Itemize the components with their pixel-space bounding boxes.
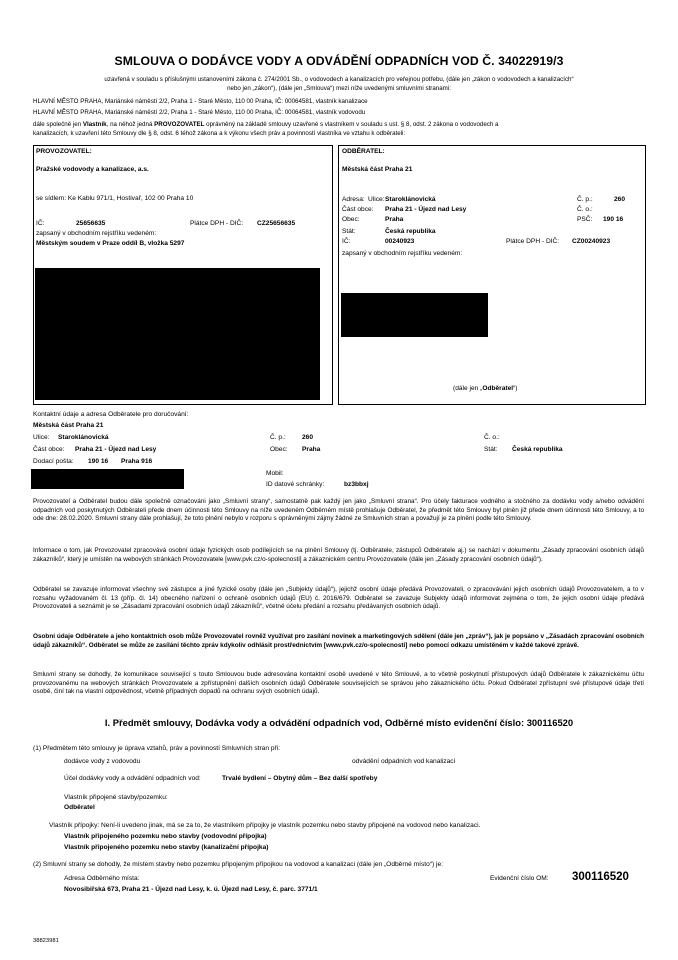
paragraph-subjekty: Odběratel se zavazuje informovat všechny své zástupce a jiné fyzické osoby (dále jen „Subjekty údajů“), jejichž osobní údaje předává Provozovateli, o zpracovávání jejich osobních údajů Provozovatelem, a to v rozsahu vyžadovaném čl. 13 (příp. čl. 14) obecného nařízení o ochraně osobních údajů (EU) č. 2016/679. Odběratel se zavazuje Subjekty údajů informovat zejména o tom, že jejich osobní údaje předává Provozovateli a seznámit je se „Zásadami zpracování osobních údajů zákazníků“, včetně účelu předání a rozsahu předávaných osobních údajů. (33, 586, 644, 611)
provozovatel-seat: se sídlem: Ke Kablu 971/1, Hostivař, 102 00 Praha 10 (36, 195, 194, 202)
contact-posta-name: Praha 916 (121, 458, 153, 465)
provozovatel-register: zapsaný v obchodním rejstříku vedeném: (36, 230, 157, 237)
page-title: SMLOUVA O DODÁVCE VODY A ODVÁDĚNÍ ODPADNÍCH VOD Č. 34022919/3 (114, 54, 564, 68)
provozovatel-header: PROVOZOVATEL: (36, 148, 92, 155)
provozovatel-dic-label: Plátce DPH - DIČ: (190, 220, 244, 227)
provozovatel-dic: CZ25656635 (257, 220, 296, 227)
paragraph-novinky: Osobní údaje Odběratele a jeho kontaktních osob může Provozovatel rovněž využívat pro zasílání novinek a marketingových sdělení (dále jen „zpráv“), jak je popsáno v „Zásadách zpracování osobních údajů zákazníků“. Odběratel se může ze zasílání těchto zpráv kdykoliv odhlásit prostřednictvím [www.pvk.cz/o-spolecnosti] nebo pomocí odkazu umístěném v každé takové zprávě. (33, 633, 644, 649)
odberatel-ulice: Staroklánovická (385, 196, 436, 203)
kanalizacni-pripojka: Vlastník připojeného pozemku nebo stavby (kanalizační přípojka) (64, 844, 269, 851)
party-vodovod: HLAVNÍ MĚSTO PRAHA, Mariánské náměstí 2/2, Praha 1 - Staré Město, 110 00 Praha, IČ: 00064581, vlastník vodovodu (33, 109, 366, 116)
odberatel-register: zapsaný v obchodním rejstříku vedeném: (342, 250, 463, 257)
odberatel-dic-label: Plátce DPH - DIČ: (506, 238, 560, 245)
odberatel-psc: 190 16 (603, 216, 624, 223)
vlastnik-stavby-value: Odběratel (64, 804, 95, 811)
dodavka-vody: dodávce vody z vodovodu (64, 758, 141, 765)
contact-header: Kontaktní údaje a adresa Odběratele pro doručování: (33, 411, 189, 418)
redaction-provozovatel (35, 268, 320, 400)
odberatel-co-label: Č. o.: (577, 206, 593, 213)
together-mid: , na něhož jedná (106, 121, 155, 128)
together-line2: kanalizacích, k uzavření této Smlouvy dle § 8, odst. 6 téhož zákona a k výkonu všech práv a povinností vlastníka ve vztahu k odběrateli: (33, 130, 406, 137)
odberatel-name: Městská část Praha 21 (342, 166, 413, 173)
vodovodni-pripojka: Vlastník připojeného pozemku nebo stavby (vodovodní přípojka) (64, 833, 267, 840)
dale-pre: (dále jen „ (453, 385, 483, 392)
section-heading: I. Předmět smlouvy, Dodávka vody a odvádění odpadních vod, Odběrné místo evidenční číslo: 300116520 (104, 717, 574, 728)
odberatel-stat: Česká republika (385, 228, 436, 235)
contact-cp-label: Č. p.: (270, 434, 286, 441)
redaction-odberatel (341, 293, 488, 337)
contact-cp: 260 (302, 434, 314, 441)
odberatel-ic-label: IČ: (342, 238, 351, 245)
contact-co-label: Č. o.: (484, 434, 500, 441)
dale-odberatel: Odběratel (482, 385, 514, 392)
odberatel-cast-label: Část obce: (342, 206, 374, 213)
ucel-value: Trvalé bydlení – Obytný dům – Bez další spotřeby (222, 775, 378, 782)
contact-cast: Praha 21 - Újezd nad Lesy (75, 446, 157, 453)
contact-ulice-label: Ulice: (33, 434, 50, 441)
contact-ds: bz3bbxj (344, 481, 369, 488)
odberatel-obec-label: Obec: (342, 216, 360, 223)
paragraph-zasady: Informace o tom, jak Provozovatel zpracovává osobní údaje fyzických osob podílejících se na plnění Smlouvy (tj. Odběratele, zástupců Odběratele aj.) se nachází v dokumentu „Zásady zpracování osobních údajů zákazníků“, který je umístěn na webových stránkách Provozovatele [www.pvk.cz/o-spolecnosti] a zákaznickém centru Provozovatele (dále jen „Zásady zpracování osobních údajů“). (33, 547, 644, 563)
contact-mobil-label: Mobil: (266, 470, 284, 477)
paragraph-smluvni-strany: Provozovatel a Odběratel budou dále společně označováni jako „Smluvní strany“, samostatně pak každý jen jako „Smluvní strana“. Pro účely fakturace vodného a stočného za dodávku vody a/nebo odvádění odpadních vod poskytnutých Odběrateli přede dnem účinnosti této Smlouvy na níže uvedeném Odběrném místě prohlašuje Odběratel, že předmět této Smlouvy byl plněn již přede dnem účinnosti této Smlouvy, a to ode dne: 28.02.2020. Smluvní strany dále prohlašují, že toto plnění nebylo v rozporu s oprávněnými zájmy žádné ze Smluvních stran a považují je za plnění podle této Smlouvy. (33, 498, 644, 523)
section-item2: (2) Smluvní strany se dohodly, že místem stavby nebo pozemku připojeným přípojkou na vodovod a kanalizaci (dále jen „Odběrné místo“) je: (33, 861, 443, 868)
odberatel-box (338, 145, 646, 405)
dale-post: “) (513, 385, 518, 392)
provozovatel-name: Pražské vodovody a kanalizace, a.s. (36, 166, 149, 173)
redaction-contact (31, 469, 184, 489)
contact-cast-label: Část obce: (33, 446, 65, 453)
contact-stat-label: Stát: (484, 446, 498, 453)
vlastnik-pripojky: Vlastník přípojky: Není-li uvedeno jinak, má se za to, že vlastníkem přípojky je vlastník pozemku nebo stavby připojené na vodovod nebo kanalizaci. (49, 822, 481, 829)
contact-ulice: Staroklánovická (58, 434, 109, 441)
ucel-label: Účel dodávky vody a odvádění odpadních vod: (64, 775, 201, 782)
provozovatel-court: Městským soudem v Praze oddíl B, vložka 5297 (36, 240, 185, 247)
together-pre: dále společně jen (33, 121, 83, 128)
contact-posta-label: Dodací pošta: (33, 458, 74, 465)
party-kanalizace: HLAVNÍ MĚSTO PRAHA, Mariánské náměstí 2/2, Praha 1 - Staré Město, 110 00 Praha, IČ: 00064581, vlastník kanalizace (33, 98, 368, 105)
odberatel-cp: 260 (614, 196, 626, 203)
adresa-om: Novosibiřská 673, Praha 21 - Újezd nad Lesy, k. ú. Újezd nad Lesy, č. parc. 3771/1 (64, 886, 318, 893)
contact-stat: Česká republika (512, 446, 563, 453)
contact-obec-label: Obec: (270, 446, 288, 453)
odberatel-dale-jen (453, 385, 518, 394)
vlastnik-stavby-label: Vlastník připojené stavby/pozemku: (64, 794, 168, 801)
paragraph-komunikace: Smluvní strany se dohodly, že komunikace související s touto Smlouvou bude adresována kontaktní osobě uvedené v této Smlouvě, a to včetně poskytnutí přístupových údajů Odběratele k zákaznickému účtu provozovanému na webových stránkách Provozovatele a zpřístupnění dalších osobních údajů Odběratele souvisejících se správou jeho zákaznického účtu. Pokud Odběratel zpřístupní své přístupové údaje třetí osobě, činí tak na vlastní odpovědnost, včetně případných dopadů na ochranu svých osobních údajů. (33, 671, 644, 696)
odberatel-header: ODBĚRATEL: (342, 148, 385, 155)
together-line (33, 121, 499, 129)
om-label: Evidenční číslo OM: (490, 875, 549, 882)
odberatel-obec: Praha (385, 216, 404, 223)
together-post: oprávněný na základě smlouvy uzavřené s vlastníkem v souladu s ust. § 8, odst. 2 zákona o vodovodech a (204, 121, 499, 128)
footer-code: 38823981 (33, 938, 59, 944)
odberatel-adresa-label: Adresa: (342, 196, 365, 203)
provozovatel-ic-label: IČ: (36, 220, 45, 227)
om-number: 300116520 (572, 871, 629, 883)
contact-posta-psc: 190 16 (88, 458, 109, 465)
intro-line2: nebo jen „zákon“), (dále jen „Smlouva“) mezi níže uvedenými smluvními stranami: (227, 85, 451, 92)
intro-line1: uzavřená v souladu s příslušnými ustanoveními zákona č. 274/2001 Sb., o vodovodech a kanalizacích pro veřejnou potřebu, (dále jen „zákon o vodovodech a kanalizacích“ (104, 76, 574, 83)
provozovatel-ic: 25656635 (76, 220, 106, 227)
contact-name: Městská část Praha 21 (33, 422, 104, 429)
odberatel-cast: Praha 21 - Újezd nad Lesy (385, 206, 467, 213)
odvadeni-vod: odvádění odpadních vod kanalizací (352, 758, 456, 765)
odberatel-stat-label: Stát: (342, 228, 356, 235)
odberatel-dic: CZ00240923 (572, 238, 611, 245)
contact-ds-label: ID datové schránky: (266, 481, 325, 488)
odberatel-cp-label: Č. p.: (577, 196, 593, 203)
adresa-om-label: Adresa Odběrného místa: (64, 875, 140, 882)
odberatel-ic: 00240923 (385, 238, 415, 245)
odberatel-ulice-label: Ulice: (368, 196, 385, 203)
contact-obec: Praha (302, 446, 321, 453)
section-item1: (1) Předmětem této smlouvy je úprava vztahů, práv a povinností Smluvních stran při: (33, 745, 281, 752)
odberatel-psc-label: PSČ: (577, 216, 593, 223)
together-provozovatel: PROVOZOVATEL (154, 121, 205, 128)
together-vlastnik: Vlastník (82, 121, 107, 128)
